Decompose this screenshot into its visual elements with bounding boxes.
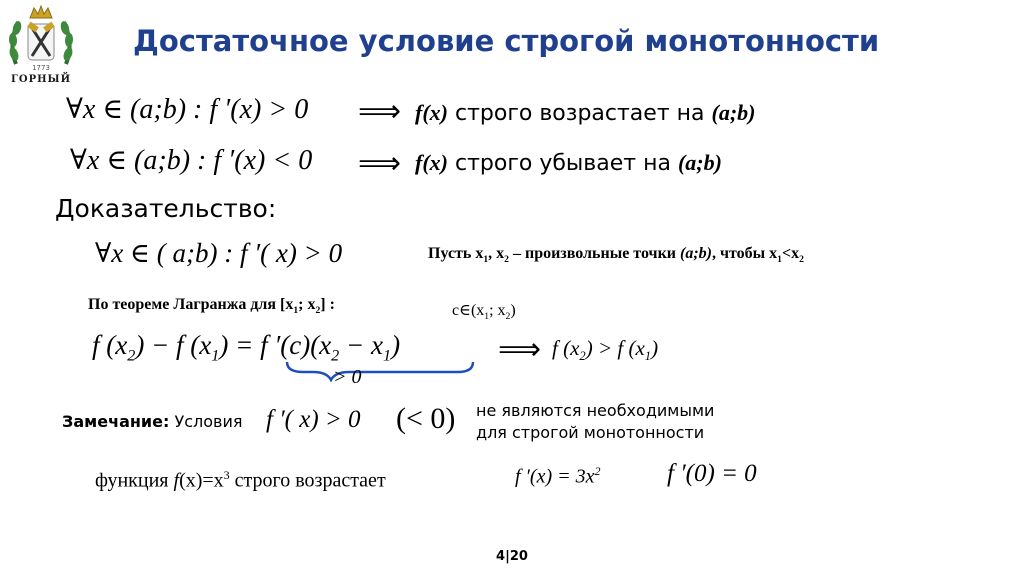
condition-1-fx: f(x) (415, 100, 448, 125)
condition-2-text: строго убывает на (447, 151, 678, 176)
condition-2-statement (415, 150, 722, 176)
deriv-text: f ′(x) = 3x (515, 465, 595, 488)
eq-minus: ) − f (x (135, 330, 212, 360)
deriv-pow: 2 (594, 464, 601, 478)
let-sub-2: 2 (504, 254, 509, 266)
let-text-2: – произвольные точки (508, 245, 680, 262)
equation-result (552, 336, 658, 364)
example-text-2: строго возрастает (229, 469, 386, 492)
proof-let-statement (428, 245, 804, 265)
eq-lhs: f (x (92, 330, 128, 360)
proof-formula: ∀x ∈ ( a;b) : f ′( x) > 0 (95, 238, 343, 268)
condition-2-formula: ∀x ∈ (a;b) : f ′(x) < 0 (70, 145, 313, 176)
slide-title: Достаточное условие строгой монотонности (133, 24, 880, 58)
proof-heading: Доказательство: (55, 194, 277, 223)
lagrange-sub-1: 1 (293, 305, 299, 317)
lagrange-c-range (452, 300, 516, 322)
condition-1-statement (415, 100, 755, 126)
remark-note-line-1: не являются необходимыми (476, 401, 715, 420)
underbrace-icon (283, 360, 483, 382)
rhs-f: f (x (552, 336, 580, 360)
lagrange-mid: ; x (298, 296, 316, 313)
condition-1-text: строго возрастает на (447, 101, 712, 126)
eq-sub-a: 2 (127, 346, 136, 365)
condition-2-interval: (a;b) (677, 150, 722, 175)
remark-note (476, 400, 714, 444)
equation-arrow: ⟹ (498, 332, 542, 367)
brace-label: > 0 (333, 366, 362, 388)
remark-formula: f ′( x) > 0 (266, 406, 361, 433)
c-mid: ; x (489, 302, 506, 319)
remark-line (62, 412, 243, 431)
eq-sub-b: 1 (211, 346, 220, 365)
lagrange-statement (88, 296, 335, 316)
example-statement (95, 468, 386, 493)
example-pow: 3 (223, 468, 230, 482)
eq-sub-d: 1 (382, 346, 392, 365)
example-fx: (x)=x (179, 469, 224, 492)
c-end: ) (510, 302, 516, 319)
let-text: Пусть x (428, 245, 484, 262)
condition-2-fx: f(x) (415, 150, 448, 175)
c-sub-1: 1 (484, 311, 490, 323)
example-text: функция (95, 469, 174, 492)
let-text-3: , чтобы x (711, 245, 778, 262)
let-sub-1: 1 (483, 254, 489, 266)
c-text: c∈(x (452, 302, 485, 319)
let-interval: (a;b) (680, 245, 712, 262)
rhs-sub-a: 2 (579, 349, 586, 364)
remark-label: Замечание: (62, 412, 170, 431)
eq-minus-2: − x (339, 330, 383, 360)
rhs-end: ) (651, 336, 659, 360)
lagrange-text: По теореме Лагранжа для [x (88, 296, 294, 313)
let-lt: <x (781, 245, 800, 262)
eq-sub-c: 2 (331, 346, 340, 365)
page-number: 4|20 (496, 549, 528, 564)
lagrange-sub-2: 2 (315, 305, 321, 317)
let-sub-4: 2 (799, 254, 804, 266)
logo-year: 1773 (32, 64, 50, 72)
condition-1-arrow: ⟹ (358, 94, 402, 129)
remark-note-line-2: для строгой монотонности (476, 423, 705, 442)
condition-1-formula: ∀x ∈ (a;b) : f ′(x) > 0 (66, 94, 309, 125)
c-sub-2: 2 (505, 311, 511, 323)
eq-end: ) (391, 330, 401, 360)
derivative-at-zero: f ′(0) = 0 (667, 460, 757, 487)
condition-2-arrow: ⟹ (358, 146, 402, 181)
lagrange-end: ] : (320, 296, 335, 313)
logo-text: ГОРНЫЙ (10, 74, 72, 85)
rhs-sub-b: 1 (644, 349, 652, 364)
let-rest: , x (488, 245, 505, 262)
eq-eq: ) = f ′(c)(x (219, 330, 332, 360)
remark-text: Условия (169, 412, 243, 431)
remark-paren: (< 0) (396, 402, 456, 435)
rhs-gt: ) > f (x (585, 336, 645, 360)
example-f: f (173, 469, 180, 492)
let-sub-3: 1 (777, 254, 782, 266)
derivative-formula (515, 464, 601, 489)
condition-1-interval: (a;b) (711, 100, 756, 125)
